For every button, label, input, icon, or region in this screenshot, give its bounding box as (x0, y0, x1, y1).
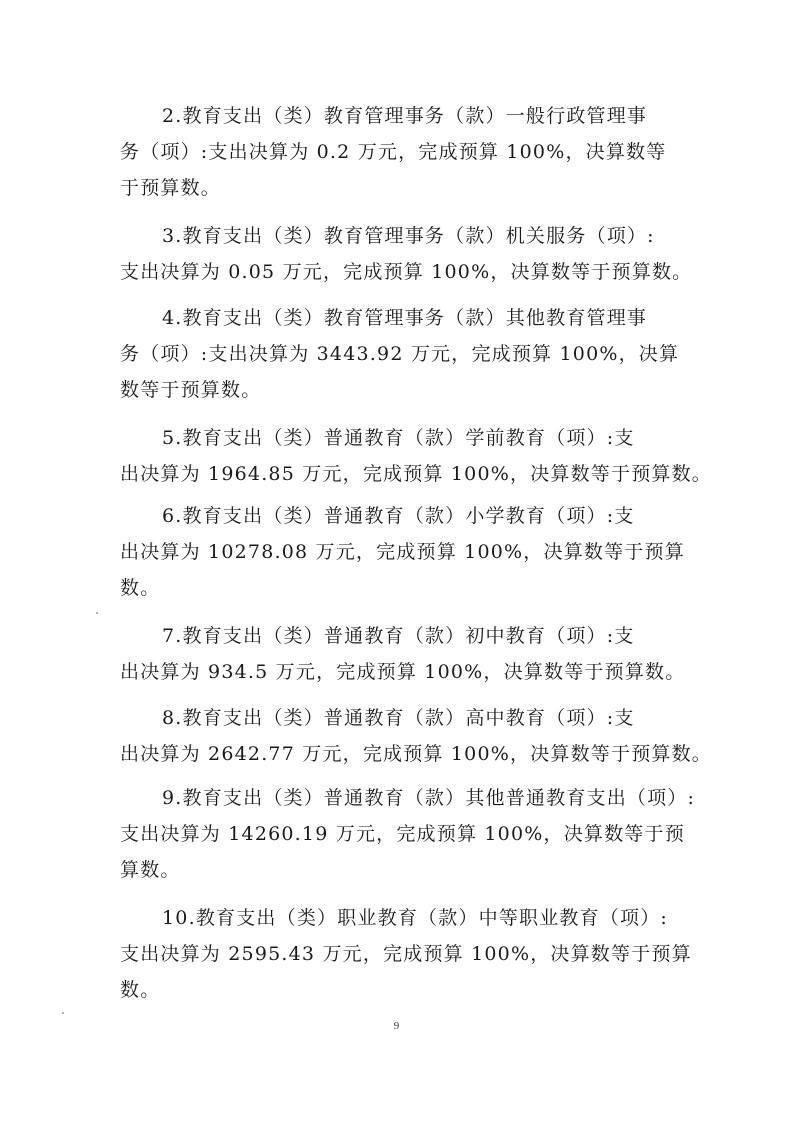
paragraph-line: 2.教育支出（类）教育管理事务（款）一般行政管理事 (162, 105, 648, 127)
paragraph-line: 7.教育支出（类）普通教育（款）初中教育（项）:支 (162, 625, 635, 647)
paragraph-line: 3.教育支出（类）教育管理事务（款）机关服务（项）: (162, 225, 655, 247)
page-number: 9 (393, 1020, 400, 1032)
paragraph-item-3 (120, 218, 693, 290)
paragraph-line: 支出决算为 14260.19 万元，完成预算 100%，决算数等于预 (120, 823, 685, 845)
paragraph-item-7 (120, 618, 686, 690)
paragraph-line: 于预算数。 (120, 177, 222, 199)
scan-speck (96, 612, 98, 614)
paragraph-item-8 (120, 700, 713, 772)
paragraph-line: 务（项）:支出决算为 3443.92 万元，完成预算 100%，决算 (120, 343, 680, 365)
paragraph-line: 出决算为 1964.85 万元，完成预算 100%，决算数等于预算数。 (120, 463, 713, 485)
paragraph-item-2 (120, 98, 672, 206)
paragraph-line: 出决算为 934.5 万元，完成预算 100%，决算数等于预算数。 (120, 661, 686, 683)
paragraph-line: 9.教育支出（类）普通教育（款）其他普通教育支出（项）: (162, 787, 696, 809)
paragraph-line: 务（项）:支出决算为 0.2 万元，完成预算 100%，决算数等 (120, 141, 667, 163)
paragraph-line: 6.教育支出（类）普通教育（款）小学教育（项）:支 (162, 505, 635, 527)
paragraph-line: 数等于预算数。 (120, 379, 262, 401)
paragraph-line: 支出决算为 0.05 万元，完成预算 100%，决算数等于预算数。 (120, 261, 693, 283)
paragraph-line: 出决算为 10278.08 万元，完成预算 100%，决算数等于预算 (120, 541, 685, 563)
scan-speck (62, 1012, 64, 1014)
paragraph-item-6 (120, 498, 685, 606)
paragraph-item-5 (120, 420, 713, 492)
paragraph-line: 数。 (120, 577, 161, 599)
paragraph-line: 10.教育支出（类）职业教育（款）中等职业教育（项）: (162, 907, 669, 929)
paragraph-line: 出决算为 2642.77 万元，完成预算 100%，决算数等于预算数。 (120, 743, 713, 765)
paragraph-item-4 (120, 300, 680, 408)
paragraph-item-9 (120, 780, 696, 888)
paragraph-line: 8.教育支出（类）普通教育（款）高中教育（项）:支 (162, 707, 635, 729)
paragraph-line: 5.教育支出（类）普通教育（款）学前教育（项）:支 (162, 427, 635, 449)
paragraph-line: 支出决算为 2595.43 万元，完成预算 100%，决算数等于预算 (120, 943, 692, 965)
paragraph-line: 算数。 (120, 859, 181, 881)
paragraph-line: 4.教育支出（类）教育管理事务（款）其他教育管理事 (162, 307, 648, 329)
paragraph-item-10 (120, 900, 692, 1008)
paragraph-line: 数。 (120, 979, 161, 1001)
